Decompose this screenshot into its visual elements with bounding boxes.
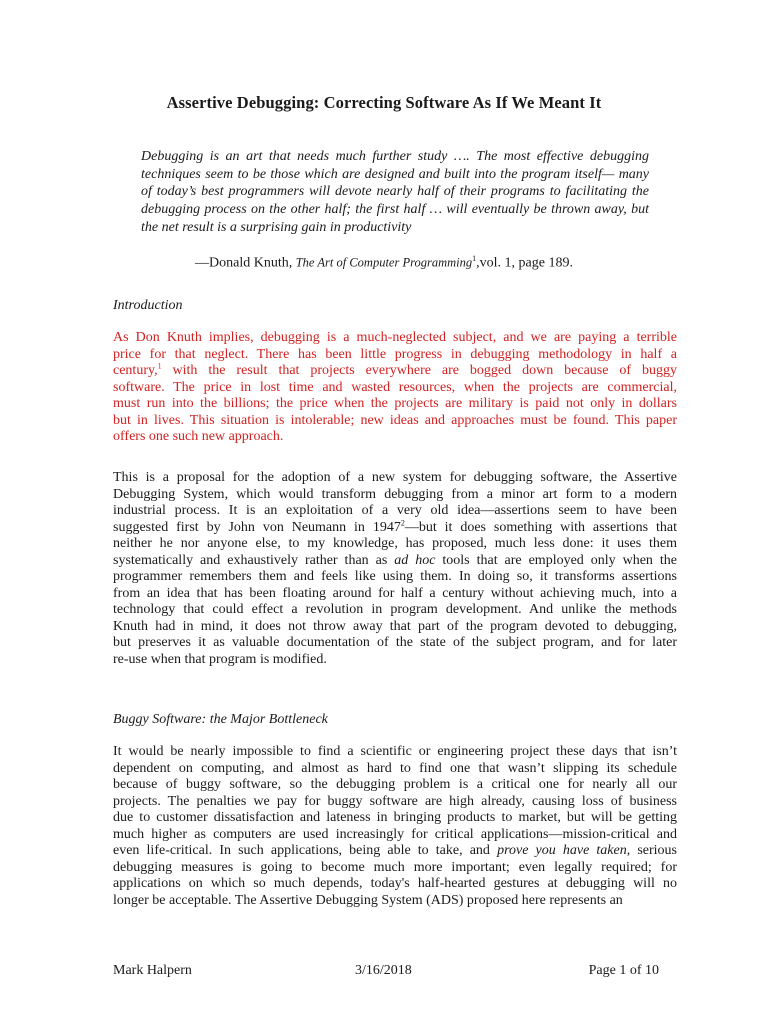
body-text: century, bbox=[113, 363, 158, 379]
paragraph-line bbox=[113, 843, 677, 860]
paragraph-buggy-software bbox=[113, 744, 677, 909]
body-text: much higher as computers are used increasingly for critical applications—mission-critical and bbox=[113, 826, 677, 842]
paragraph-line bbox=[113, 363, 677, 380]
body-text: software. The price in lost time and wasted resources, when the projects are commercial, bbox=[113, 379, 677, 395]
paragraph-intro-1 bbox=[113, 330, 677, 446]
paragraph-line bbox=[113, 517, 678, 537]
body-text: but preserves it as valuable documentation of the state of the subject program, and for later bbox=[113, 635, 677, 651]
epigraph-line: many of today’s best programmers will devote nearly half of their programs to bbox=[141, 166, 650, 200]
footnote-marker: 2 bbox=[400, 517, 405, 527]
attribution-author: —Donald Knuth, bbox=[195, 255, 293, 271]
paragraph-line bbox=[113, 744, 677, 761]
body-text: debugging measures is going to become much more important; even legally required; for bbox=[113, 859, 677, 875]
paragraph-line bbox=[113, 503, 677, 520]
body-text: Knuth had in mind, it does not throw away that part of the program devoted to debugging, bbox=[113, 618, 677, 634]
epigraph-quote bbox=[141, 148, 649, 237]
body-text: tools that are employed only when the bbox=[435, 552, 677, 568]
body-text: because of buggy software, so the debugging problem is a critical one for nearly all our bbox=[113, 777, 677, 793]
paragraph-line bbox=[113, 893, 677, 910]
body-text: even life-critical. In such applications, being able to take, and bbox=[113, 843, 498, 859]
paragraph-line bbox=[113, 380, 677, 397]
epigraph-attribution bbox=[0, 254, 768, 272]
paragraph-line bbox=[113, 827, 677, 844]
footer-author: Mark Halpern bbox=[113, 963, 192, 978]
paragraph-line bbox=[113, 413, 677, 430]
body-text: Debugging System, which would transform debugging from a minor art form to a modern bbox=[113, 486, 677, 502]
body-text: applications on which so much depends, today's half-hearted gestures at debugging will no bbox=[113, 876, 677, 892]
epigraph-line: techniques seem to be those which are designed and built into the program itself— bbox=[141, 166, 615, 182]
body-text: projects. The penalties we pay for buggy software are high already, causing loss of business bbox=[113, 793, 677, 809]
paragraph-line bbox=[113, 553, 677, 570]
section-heading-introduction: Introduction bbox=[113, 298, 183, 313]
paragraph-line bbox=[113, 602, 677, 619]
body-text: neither he nor anyone else, to my knowledge, has proposed, much less done: it uses them bbox=[113, 536, 677, 552]
paragraph-line bbox=[113, 794, 677, 811]
epigraph-line: facilitating the debugging process on the other half; the first half … will eventually bbox=[141, 184, 650, 218]
paragraph-line bbox=[113, 777, 677, 794]
body-text: but in lives. This situation is intolerable; new ideas and approaches must be found. This paper bbox=[113, 412, 677, 428]
paragraph-line bbox=[113, 619, 677, 636]
paragraph-line bbox=[113, 536, 677, 553]
paragraph-line bbox=[113, 429, 677, 446]
body-text: from an idea that has been floating around for half a century without achieving much, into a bbox=[113, 585, 677, 601]
emphasis-text: prove you have taken bbox=[497, 843, 627, 859]
body-text: It would be nearly impossible to find a scientific or engineering project these days that isn’t bbox=[113, 744, 677, 759]
epigraph-line: Debugging is an art that needs much further study …. The most effective debugging bbox=[141, 149, 649, 164]
paragraph-line bbox=[113, 569, 677, 586]
paragraph-line bbox=[113, 860, 677, 877]
body-text: suggested first by John von Neumann in 1947 bbox=[113, 519, 401, 535]
body-text: with the result that projects everywhere are bogged down because of buggy bbox=[161, 363, 677, 379]
paragraph-line bbox=[113, 487, 677, 504]
section-heading-buggy-software: Buggy Software: the Major Bottleneck bbox=[113, 712, 328, 727]
body-text: re-use when that program is modified. bbox=[113, 652, 327, 668]
footnote-marker: 1 bbox=[157, 361, 162, 371]
paragraph-line bbox=[113, 810, 677, 827]
epigraph-line: be thrown away, but the net result is a surprising gain in productivity bbox=[141, 202, 649, 235]
footer-page-number: Page 1 of 10 bbox=[588, 963, 659, 978]
paragraph-line bbox=[113, 761, 677, 778]
body-text: This is a proposal for the adoption of a new system for debugging software, the Assertive bbox=[113, 470, 677, 485]
body-text: price for that neglect. There has been little progress in debugging methodology in half a bbox=[113, 346, 677, 362]
paragraph-line bbox=[113, 330, 677, 347]
body-text: systematically and exhaustively rather than as bbox=[113, 552, 395, 568]
paragraph-intro-2 bbox=[113, 470, 677, 669]
body-text: technology that could effect a revolution in program development. And unlike the methods bbox=[113, 602, 677, 618]
footnote-marker: 1 bbox=[472, 254, 477, 263]
footer-date: 3/16/2018 bbox=[355, 963, 412, 978]
body-text: longer be acceptable. The Assertive Debugging System (ADS) proposed here represents an bbox=[113, 892, 623, 908]
body-text: , serious bbox=[626, 843, 677, 859]
body-text: dependent on computing, and almost as hard to find one that wasn’t slipping its schedule bbox=[113, 760, 677, 776]
body-text: offers one such new approach. bbox=[113, 429, 284, 445]
body-text: industrial process. It is an exploitation of a very old idea—assertions seem to have been bbox=[113, 503, 677, 519]
paragraph-line bbox=[113, 652, 677, 669]
body-text: —but it does something with assertions that bbox=[404, 519, 678, 535]
body-text: As Don Knuth implies, debugging is a much-neglected subject, and we are paying a terrible bbox=[113, 330, 677, 345]
body-text: must run into the billions; the price when the projects are military is paid not only in dollars bbox=[113, 396, 677, 412]
paragraph-line bbox=[113, 635, 677, 652]
paragraph-line bbox=[113, 876, 677, 893]
paragraph-line bbox=[113, 470, 677, 487]
paragraph-line bbox=[113, 586, 677, 603]
paragraph-line bbox=[113, 396, 677, 413]
emphasis-text: ad hoc bbox=[394, 552, 436, 568]
body-text: programmer remembers them and feels like using them. In doing so, it transforms assertions bbox=[113, 569, 677, 585]
document-title: Assertive Debugging: Correcting Software As If We Meant It bbox=[166, 93, 602, 112]
attribution-book-title: The Art of Computer Programming bbox=[295, 255, 473, 270]
attribution-citation: ,vol. 1, page 189. bbox=[476, 255, 573, 271]
body-text: due to customer dissatisfaction and lateness in bringing products to market, but will be getting bbox=[113, 810, 677, 826]
paragraph-line bbox=[113, 347, 677, 364]
